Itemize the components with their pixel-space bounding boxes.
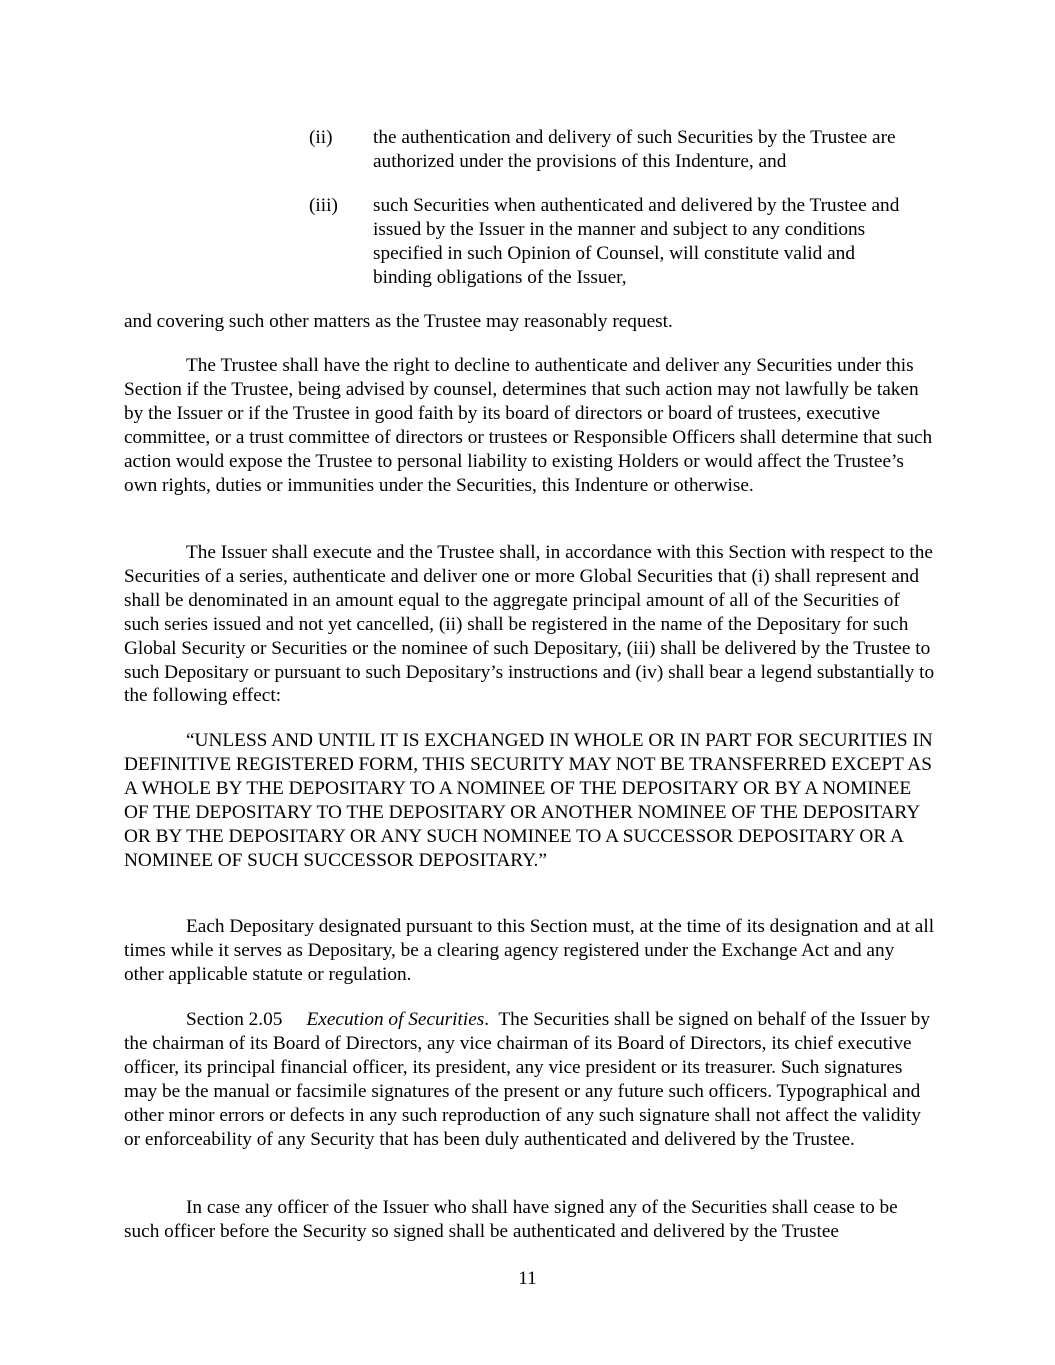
paragraph-depositary: Each Depositary designated pursuant to this Section must, at the time of its designation and at all times while it serves as Depositary, be a clearing agency registered under the Exchange Act and any other applicable statute or regulation. xyxy=(124,916,935,985)
enumerated-item-iii xyxy=(309,194,929,290)
paragraph-decline: The Trustee shall have the right to decline to authenticate and deliver any Securities under this Section if the Trustee, being advised by counsel, determines that such action may not lawfully be taken by the Issuer or if the Trustee in good faith by its board of directors or board of trustees, executive committee, or a trust committee of directors or trustees or Responsible Officers shall determine that such action would expose the Trustee to personal liability to existing Holders or would affect the Trustee’s own rights, duties or immunities under the Securities, this Indenture or otherwise. xyxy=(124,355,933,496)
item-number: (iii) xyxy=(309,195,338,216)
page-number: 11 xyxy=(518,1268,537,1289)
item-text: the authentication and delivery of such Securities by the Trustee are authorized under the provisions of this Indenture, and xyxy=(373,127,896,172)
covering-line: and covering such other matters as the Trustee may reasonably request. xyxy=(124,311,673,332)
section-title: Execution of Securities xyxy=(306,1009,485,1030)
section-number: Section 2.05 xyxy=(186,1009,283,1030)
paragraph-officer: In case any officer of the Issuer who shall have signed any of the Securities shall cease to be such officer before the Security so signed shall be authenticated and delivered by the Trustee xyxy=(124,1197,898,1242)
item-text: such Securities when authenticated and delivered by the Trustee and issued by the Issuer in the manner and subject to any conditions specified in such Opinion of Counsel, will constitute valid and binding obligations of the Issuer, xyxy=(373,195,900,288)
section-2-05-paragraph: Section 2.05 Execution of Securities. The Securities shall be signed on behalf of the Issuer by the chairman of its Board of Directors, any vice chairman of its Board of Directors, its chief executive officer, its principal financial officer, its president, any vice president or its treasurer. Such signatures may be the manual or facsimile signatures of the present or any future such officers. Typographical and other minor errors or defects in any such reproduction of any such signature shall not affect the validity or enforceability of any Security that has been duly authenticated and delivered by the Trustee. xyxy=(124,1009,930,1150)
section-body: The Securities shall be signed on behalf of the Issuer by the chairman of its Board of Directors, any vice chairman of its Board of Directors, its chief executive officer, its principal financial officer, its president, any vice president or its treasurer. Such signatures may be the manual or facsimile signatures of the present or any future such officers. Typographical and other minor errors or defects in any such reproduction of any such signature shall not affect the validity or enforceability of any Security that has been duly authenticated and delivered by the Trustee. xyxy=(124,1009,930,1150)
item-number: (ii) xyxy=(309,127,333,148)
enumerated-item-ii xyxy=(309,126,929,174)
paragraph-global-securities: The Issuer shall execute and the Trustee shall, in accordance with this Section with respect to the Securities of a series, authenticate and deliver one or more Global Securities that (i) shall represent and shall be denominated in an amount equal to the aggregate principal amount of all of the Securities of such series issued and not yet cancelled, (ii) shall be registered in the name of the Depositary for such Global Security or Securities or the nominee of such Depositary, (iii) shall be delivered by the Trustee to such Depositary or pursuant to such Depositary’s instructions and (iv) shall bear a legend substantially to the following effect: xyxy=(124,542,935,707)
legend-text: “UNLESS AND UNTIL IT IS EXCHANGED IN WHOLE OR IN PART FOR SECURITIES IN DEFINITIVE REGISTERED FORM, THIS SECURITY MAY NOT BE TRANSFERRED EXCEPT AS A WHOLE BY THE DEPOSITARY TO A NOMINEE OF THE DEPOSITARY OR BY A NOMINEE OF THE DEPOSITARY TO THE DEPOSITARY OR ANOTHER NOMINEE OF THE DEPOSITARY OR BY THE DEPOSITARY OR ANY SUCH NOMINEE TO A SUCCESSOR DEPOSITARY OR A NOMINEE OF SUCH SUCCESSOR DEPOSITARY.” xyxy=(124,730,933,871)
